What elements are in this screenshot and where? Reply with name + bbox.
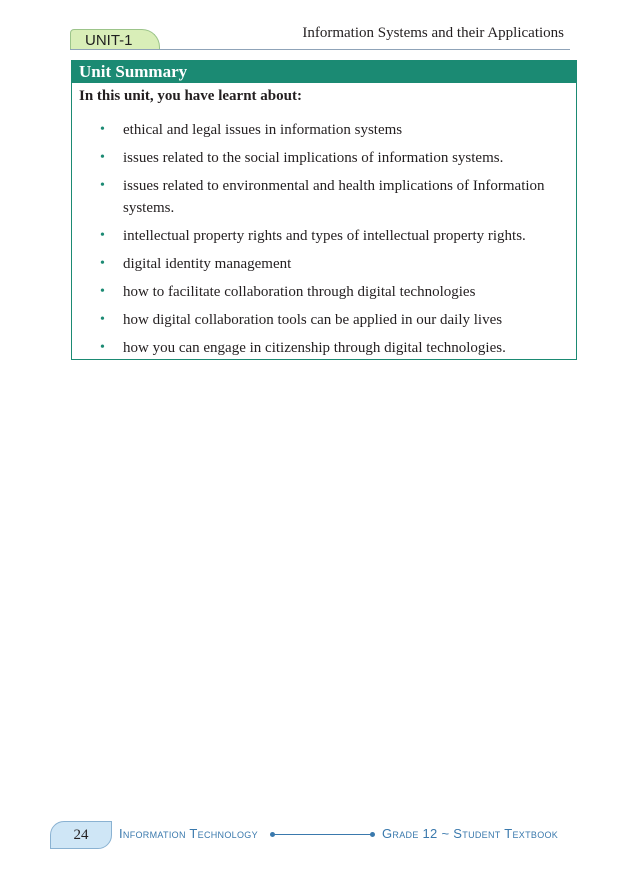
list-item-text: how you can engage in citizenship through digital technologies. (123, 340, 506, 356)
list-item (72, 175, 576, 219)
list-item (72, 225, 576, 247)
list-item-text: how to facilitate collaboration through digital technologies (123, 284, 476, 300)
bullet-icon: • (100, 312, 105, 327)
footer-dot-right (370, 832, 375, 837)
bullet-icon: • (100, 256, 105, 271)
summary-list (72, 119, 576, 365)
bullet-icon: • (100, 228, 105, 243)
summary-intro: In this unit, you have learnt about: (79, 88, 302, 104)
bullet-icon: • (100, 284, 105, 299)
footer-rule (272, 834, 372, 835)
list-item-text: issues related to the social implications of information systems. (123, 150, 504, 166)
list-item (72, 281, 576, 303)
list-item-text: intellectual property rights and types of intellectual property rights. (123, 228, 526, 244)
footer-grade: Grade 12 ~ Student Textbook (382, 826, 559, 841)
running-header-title: Information Systems and their Applications (302, 25, 564, 41)
unit-summary-box (71, 60, 577, 360)
list-item (72, 147, 576, 169)
bullet-icon: • (100, 122, 105, 137)
list-item (72, 337, 576, 359)
list-item-text: how digital collaboration tools can be applied in our daily lives (123, 312, 503, 328)
list-item (72, 253, 576, 275)
bullet-icon: • (100, 150, 105, 165)
list-item (72, 309, 576, 331)
bullet-icon: • (100, 178, 105, 193)
page-number: 24 (50, 821, 112, 849)
list-item-text: digital identity management (123, 256, 292, 272)
header-rule (70, 49, 570, 50)
list-item (72, 119, 576, 141)
unit-tab: UNIT-1 (70, 29, 160, 50)
list-item-text: issues related to environmental and health implications of Information systems. (123, 178, 545, 216)
bullet-icon: • (100, 340, 105, 355)
summary-heading: Unit Summary (72, 61, 576, 83)
footer-subject: Information Technology (119, 826, 258, 841)
list-item-text: ethical and legal issues in information systems (123, 122, 403, 138)
